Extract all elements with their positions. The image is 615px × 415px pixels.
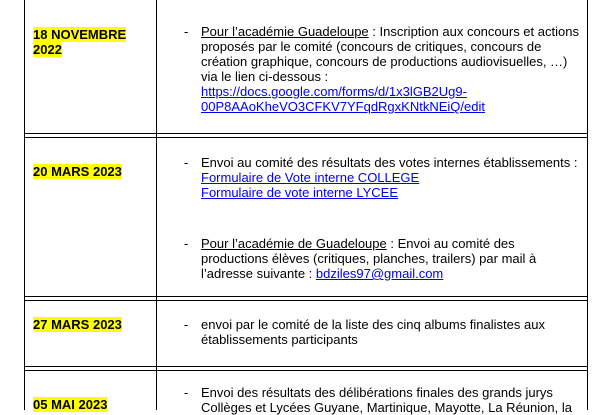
entry-body: : Envoi au comité des productions élèves (critiques, planches, trailers) par mail à l’adresse suivante : [201,236,537,281]
vote-form-lycee-link[interactable]: Formulaire de vote interne LYCEE [201,185,399,200]
row-separator [24,366,588,367]
entry-text [201,385,581,415]
entry-text [201,24,581,114]
entry-body: : Inscription aux concours et actions proposés par le comité (concours de critiques, concours de création graphique, concours de productions audiovisuelles, …) via le lien ci-dessous : [201,24,579,84]
row-date: 18 NOVEMBRE 2022 [33,27,127,57]
entry-body: Envoi des résultats des délibérations finales des grands jurys Collèges et Lycées Guyane, Martinique, Mayotte, La Réunion, la [201,385,572,415]
table-border-middle [156,0,157,410]
entry-text [201,317,581,347]
form-link[interactable]: https://docs.google.com/forms/d/1x3lGB2Ug9- 00P8AAoKheVO3CFKV7YFqdRgxKNtkNEiQ/edit [201,84,485,114]
entry-text [201,236,581,281]
bullet-dash: - [184,385,189,400]
bullet-dash: - [184,155,189,170]
bullet-dash: - [184,236,189,251]
email-link[interactable]: bdziles97@gmail.com [315,266,444,281]
row-separator [24,296,588,297]
row-date: 27 MARS 2023 [33,317,122,332]
entry-lead: Pour l’académie de Guadeloupe [201,236,387,251]
row-separator [24,137,588,138]
row-separator [24,300,588,301]
table-border-left [24,0,25,410]
vote-form-college-link[interactable]: Formulaire de Vote interne COLLEGE [201,170,420,185]
entry-body: Envoi au comité des résultats des votes internes établissements : [201,155,578,170]
entry-lead: Pour l’académie Guadeloupe [201,24,369,39]
table-border-right [587,0,588,410]
row-date: 05 MAI 2023 [33,397,108,412]
row-separator [24,133,588,134]
row-date: 20 MARS 2023 [33,164,122,179]
entry-text [201,155,581,200]
row-separator [24,370,588,371]
bullet-dash: - [184,24,189,39]
bullet-dash: - [184,317,189,332]
entry-body: envoi par le comité de la liste des cinq albums finalistes aux établissements participants [201,317,545,347]
